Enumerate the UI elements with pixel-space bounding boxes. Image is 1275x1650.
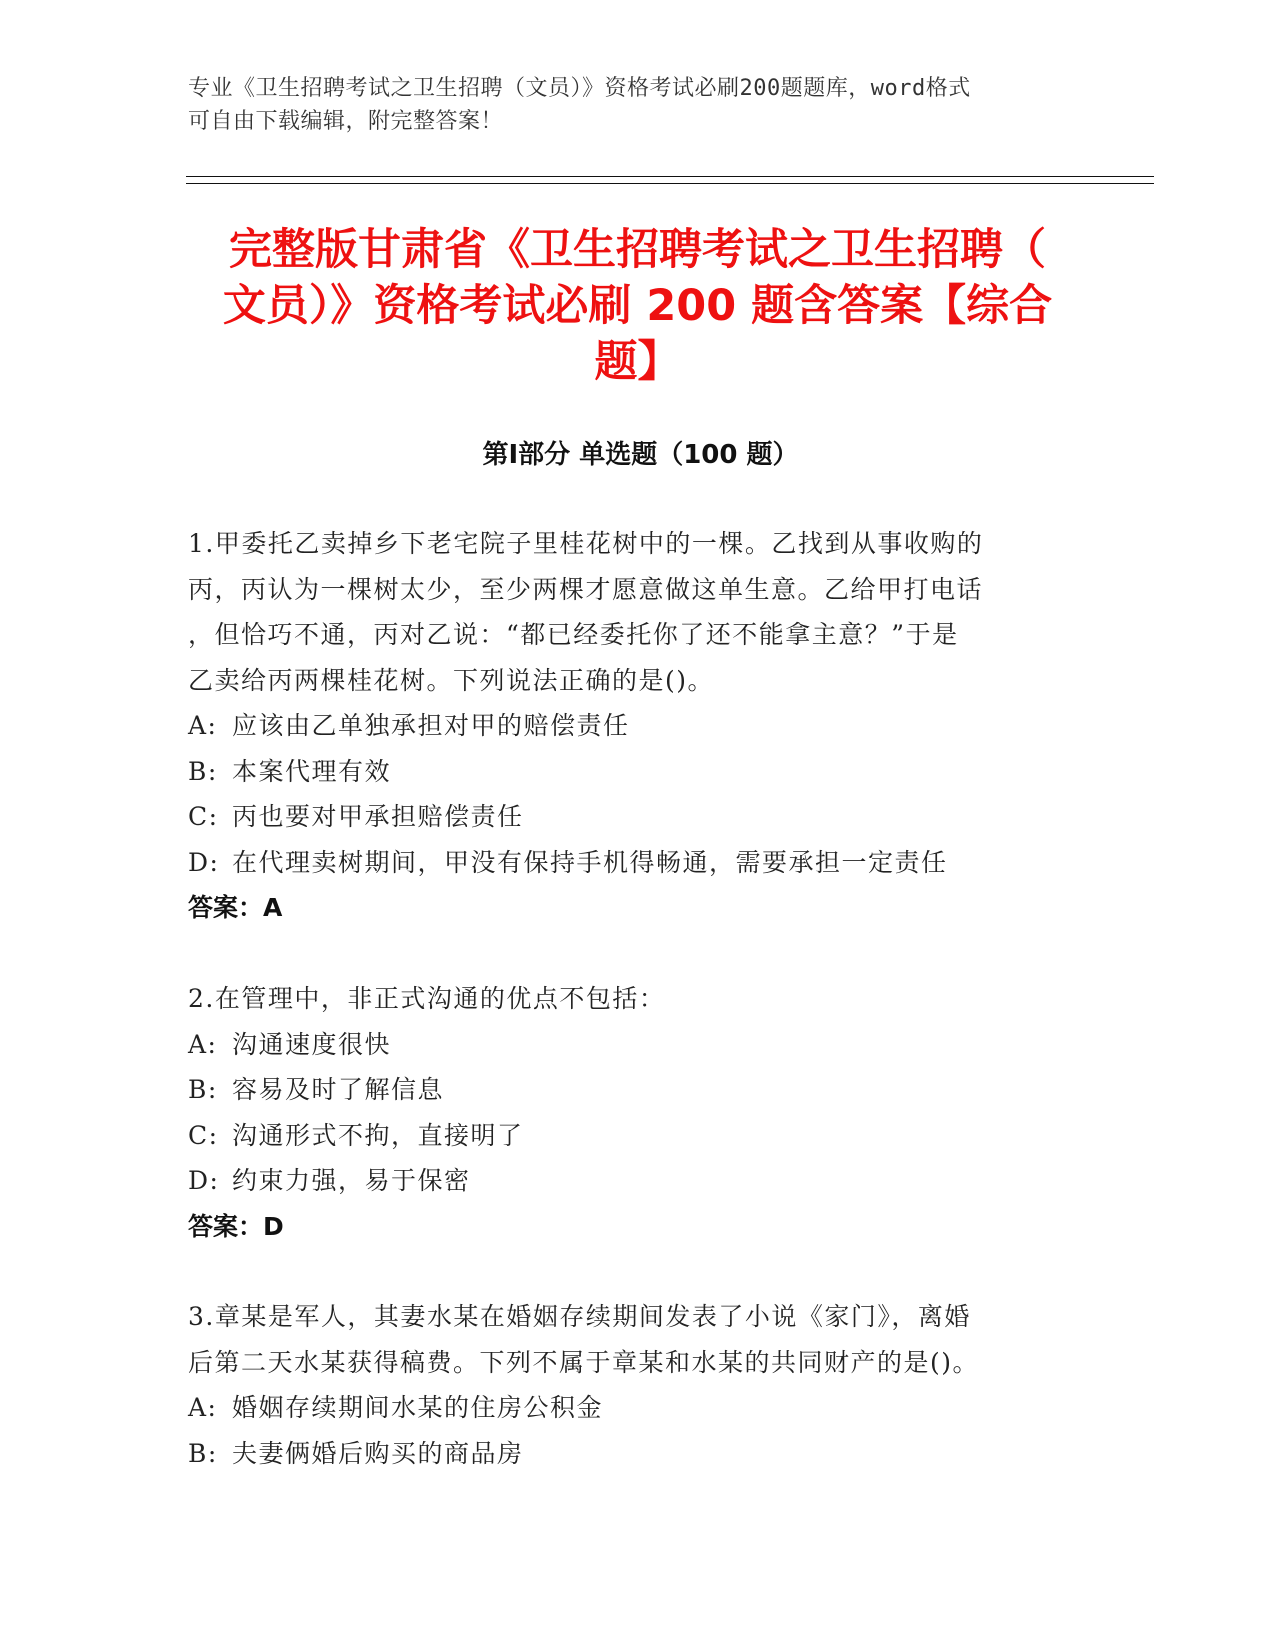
document-title xyxy=(190,222,1085,390)
header-note-line: 可自由下载编辑，附完整答案！ xyxy=(188,109,504,134)
header-note xyxy=(188,72,1068,138)
section-heading: 第Ⅰ部分 单选题（100 题） xyxy=(482,440,799,470)
answer-option xyxy=(188,749,1078,795)
title-line: 完整版甘肃省《卫生招聘考试之卫生招聘（ xyxy=(229,225,1046,275)
option-letter: B: xyxy=(188,1075,218,1104)
question-stem-line: 1.甲委托乙卖掉乡下老宅院子里桂花树中的一棵。乙找到从事收购的 xyxy=(188,529,984,558)
option-text: 沟通速度很快 xyxy=(232,1029,392,1059)
answer-option xyxy=(188,1158,1078,1204)
title-line: 题】 xyxy=(594,337,681,387)
option-letter: A: xyxy=(188,1029,218,1059)
header-divider xyxy=(186,176,1154,177)
question-stem-line: 丙，丙认为一棵树太少，至少两棵才愿意做这单生意。乙给甲打电话 xyxy=(188,574,984,604)
answer-option xyxy=(188,1385,1078,1431)
option-text: 夫妻俩婚后购买的商品房 xyxy=(232,1438,524,1468)
option-letter: D: xyxy=(188,847,220,877)
question-block xyxy=(188,976,1078,1249)
answer-option xyxy=(188,1113,1078,1159)
option-text: 约束力强，易于保密 xyxy=(232,1166,471,1195)
question-stem-line: 后第二天水某获得稿费。下列不属于章某和水某的共同财产的是()。 xyxy=(188,1347,980,1377)
answer-option xyxy=(188,1022,1078,1068)
answer-option xyxy=(188,1431,1078,1477)
answer-key: 答案：A xyxy=(188,893,283,922)
option-text: 沟通形式不拘，直接明了 xyxy=(232,1120,524,1150)
option-letter: D: xyxy=(188,1166,220,1195)
answer-option xyxy=(188,840,1078,886)
title-line: 文员）》资格考试必刷 200 题含答案【综合 xyxy=(222,281,1053,331)
option-letter: A: xyxy=(188,711,218,740)
option-text: 应该由乙单独承担对甲的赔偿责任 xyxy=(232,711,630,740)
question-block xyxy=(188,1294,1078,1476)
header-divider xyxy=(186,183,1154,184)
answer-option xyxy=(188,794,1078,840)
option-text: 婚姻存续期间水某的住房公积金 xyxy=(232,1393,604,1422)
option-text: 丙也要对甲承担赔偿责任 xyxy=(232,802,524,831)
option-letter: C: xyxy=(188,1120,219,1150)
question-stem-line: ，但恰巧不通，丙对乙说：“都已经委托你了还不能拿主意？”于是 xyxy=(188,620,959,649)
answer-key: 答案：D xyxy=(188,1211,284,1241)
question-stem-line: 3.章某是军人，其妻水某在婚姻存续期间发表了小说《家门》，离婚 xyxy=(188,1302,971,1331)
option-text: 本案代理有效 xyxy=(232,756,392,786)
question-stem-line: 2.在管理中，非正式沟通的优点不包括： xyxy=(188,984,666,1013)
option-letter: C: xyxy=(188,802,219,831)
option-text: 在代理卖树期间，甲没有保持手机得畅通，需要承担一定责任 xyxy=(232,847,948,877)
option-letter: B: xyxy=(188,756,218,786)
header-note-line: 专业《卫生招聘考试之卫生招聘（文员）》资格考试必刷200题题库，word格式 xyxy=(188,76,971,101)
question-block xyxy=(188,521,1078,931)
option-letter: B: xyxy=(188,1438,218,1468)
question-stem-line: 乙卖给丙两棵桂花树。下列说法正确的是()。 xyxy=(188,665,715,695)
answer-option xyxy=(188,703,1078,749)
option-text: 容易及时了解信息 xyxy=(232,1075,445,1104)
option-letter: A: xyxy=(188,1393,218,1422)
answer-option xyxy=(188,1067,1078,1113)
